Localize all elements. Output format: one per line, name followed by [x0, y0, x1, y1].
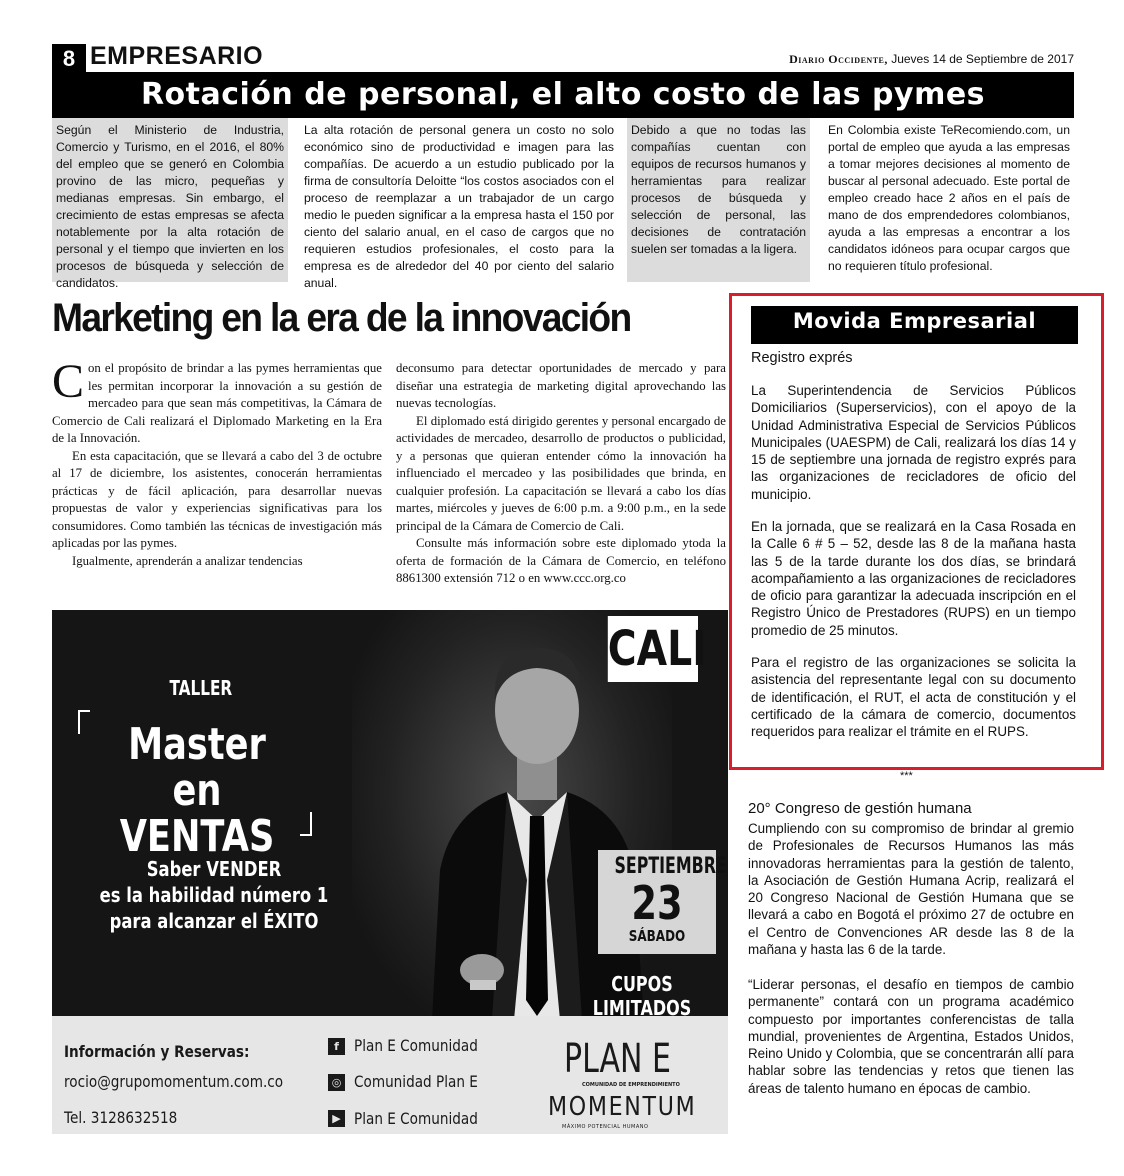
ad-headline	[105, 719, 289, 862]
top-column-1: Según el Ministerio de Industria, Comercio y Turismo, en el 2016, el 80% del empleo que se generó en Colombia provino de las micro, pequeñas y medianas empresas. Sin embargo, el crecimiento de estas empresas se afecta notablemente por la alta rotación de personal y el tiempo que invierten en los procesos de búsqueda y selección de candidatos.	[52, 118, 288, 282]
marketing-column-2	[396, 360, 726, 588]
ad-headline-line1: Master en	[128, 719, 266, 816]
top-column-3: Debido a que no todas las compañías cuentan con equipos de recursos humanos y herramientas para realizar procesos de búsqueda y selección de personal, las decisiones de contratación suelen ser tomadas a la ligera.	[627, 118, 810, 282]
section-separator: ***	[900, 770, 913, 782]
ad-month: SEPTIEMBRE	[614, 854, 727, 879]
newspaper-name: Diario Occidente,	[789, 52, 888, 66]
issue-date: Jueves 14 de Septiembre de 2017	[891, 52, 1074, 66]
ad-tagline-line: para alcanzar el ÉXITO	[109, 909, 319, 933]
marketing-paragraph: on el propósito de brindar a las pymes herramientas que les permitan incorporar la innovación a su gestión de mercadeo para que sean más competitivas, la Cámara de Comercio de Cali realizará el Diplomado Marketing en la Era de la Innovación.	[52, 361, 382, 445]
sidebar-paragraph: La Superintendencia de Servicios Públicos Domiciliarios (Superservicios), con el apoyo de la Unidad Administrativa Especial de Servicios Públicos Municipales (UAESPM) de Cali, realizará los días 14 y 15 de septiembre una jornada de registro exprés para las organizaciones de recicladores de oficio del municipio.	[751, 383, 1076, 502]
frame-corner	[78, 710, 90, 734]
congreso-paragraph: Cumpliendo con su compromiso de brindar al gremio de Profesionales de Recursos Humanos las más innovadoras herramientas para la gestión de talento, la Asociación de Gestión Humana Acrip, realizará el 20 Congreso Nacional de Gestión Humana que se llevará a cabo en Bogotá el próximo 27 de octubre en el Centro de Convenciones AR desde las 8 de la mañana y hasta las 6 de la tarde.	[748, 821, 1074, 958]
top-column-4: En Colombia existe TeRecomiendo.com, un portal de empleo que ayuda a las empresas a tomar mejores decisiones al momento de buscar al personal adecuado. Este portal de empleo creado hace 2 años en el país de mano de dos emprendedores colombianos, ayuda a las empresas a encontrar a los candidatos idóneos para ocupar cargos que no requieren título profesional.	[828, 123, 1070, 273]
ad-date-box	[598, 850, 727, 954]
ad-day: 23	[631, 876, 683, 930]
marketing-paragraph: deconsumo para detectar oportunidades de mercado y para diseñar una estrategia de marketing digital aprovechando las nuevas tecnologías.	[396, 361, 726, 410]
ad-tagline-line: es la habilidad número 1	[99, 883, 329, 907]
drop-cap: C	[52, 355, 85, 408]
frame-corner	[300, 812, 312, 836]
youtube-icon: ▶	[328, 1110, 345, 1127]
ad-info-heading: Información y Reservas:	[64, 1042, 250, 1061]
marketing-paragraph: El diplomado está dirigido gerentes y personal encargado de actividades de mercadeo, desarrollo de productos o publicidad, y a personas que quieran entender cómo la innovación ha influenciado el mercadeo y las posibilidades que brinda, en cualquier profesión. La capacitación se llevará a cabo los días martes, miércoles y jueves de 6:00 p.m. a 9:00 p.m., en la sede principal de la Cámara de Comercio de Cali.	[396, 413, 726, 533]
facebook-icon: f	[328, 1038, 345, 1055]
plan-e-subtitle: COMUNIDAD DE EMPRENDIMIENTO	[582, 1082, 680, 1088]
marketing-column-1	[52, 355, 382, 570]
momentum-logo: MOMENTUM	[548, 1092, 697, 1122]
sidebar-paragraph: Para el registro de las organizaciones se solicita la asistencia del representante legal con su documento de identificación, el RUT, el acta de constitución y el certificado de la cámara de comercio, documentos requeridos para realizar el trámite en el RUPS.	[751, 655, 1076, 740]
congreso-paragraph: “Liderar personas, el desafío en tiempos de cambio permanente” contará con un programa académico compuesto por importantes conferencistas de talla mundial, provenientes de Argentina, Estados Unidos, Reino Unido y Colombia, que se concentrarán allí para hablar sobre las tendencias y retos que tienen las áreas de talento humano en épocas de cambio.	[748, 977, 1074, 1096]
ad-weekday: SÁBADO	[628, 927, 686, 945]
congreso-title: 20° Congreso de gestión humana	[748, 800, 972, 817]
movida-empresarial-box	[729, 293, 1104, 770]
sidebar-paragraph: En la jornada, que se realizará en la Casa Rosada en la Calle 6 # 5 – 52, desde las 8 de la mañana hasta las 5 de la tarde durante los dos días, se brindará acompañamiento a las organizaciones de recicladores de oficio para garantizar la adecuada inscripción en el Registro Único de Prestadores (RUPS) en un tiempo promedio de 25 minutos.	[751, 519, 1076, 638]
section-title: EMPRESARIO	[90, 42, 264, 70]
plan-e-logo: PLAN E	[564, 1036, 671, 1082]
marketing-paragraph: Igualmente, aprenderán a analizar tendencias	[72, 553, 303, 568]
social-instagram: Comunidad Plan E	[354, 1072, 478, 1091]
ad-headline-line2: VENTAS	[119, 811, 275, 862]
ad-tagline	[99, 856, 329, 934]
marketing-paragraph: Consulte más información sobre este diplomado ytoda la oferta de formación de la Cámara de Comercio, en teléfono 8861300 extensión 712 o en www.ccc.org.co	[396, 536, 726, 585]
marketing-paragraph: En esta capacitación, que se llevará a cabo del 3 de octubre al 17 de diciembre, los asistentes, conocerán herramientas prácticas y de fácil aplicación, para desarrollar nuevas propuestas de valor y experiencias significativas para los consumidores. Como también las técnicas de investigación más aplicadas por las pymes.	[52, 448, 382, 550]
ad-city-badge: CALI	[608, 616, 698, 682]
social-facebook: Plan E Comunidad	[354, 1036, 478, 1055]
ad-phone: Tel. 3128632518	[64, 1108, 178, 1127]
top-column-2: La alta rotación de personal genera un costo no solo económico sino de productividad e imagen para las compañías. De acuerdo a un estudio publicado por la firma de consultoría Deloitte “los costos asociados con el proceso de reemplazar a un trabajador de un cargo medio le pueden significar a la empresa hasta el 150 por ciento del salario anual, en el caso de cargos que no requieren estudios profesionales, el costo para la empresa es de alrededor del 40 por ciento del salario anual.	[304, 123, 614, 290]
banner-headline: Rotación de personal, el alto costo de las pymes	[52, 74, 1074, 118]
masthead	[789, 52, 1074, 67]
advertisement	[52, 610, 728, 1016]
social-youtube: Plan E Comunidad	[354, 1109, 478, 1128]
ad-taller-label: TALLER	[169, 676, 233, 700]
sidebar-heading: Movida Empresarial	[751, 306, 1078, 344]
momentum-subtitle: MÁXIMO POTENCIAL HUMANO	[562, 1124, 649, 1130]
ad-info-bar	[52, 1016, 728, 1134]
page-number: 8	[52, 44, 86, 74]
marketing-headline: Marketing en la era de la innovación	[52, 296, 631, 340]
sidebar-subheading: Registro exprés	[751, 350, 853, 366]
ad-tagline-line: Saber VENDER	[146, 857, 282, 881]
ad-limited-seats: CUPOS LIMITADOS	[592, 972, 692, 1016]
instagram-icon: ◎	[328, 1074, 345, 1091]
ad-email: rocio@grupomomentum.com.co	[64, 1072, 284, 1091]
